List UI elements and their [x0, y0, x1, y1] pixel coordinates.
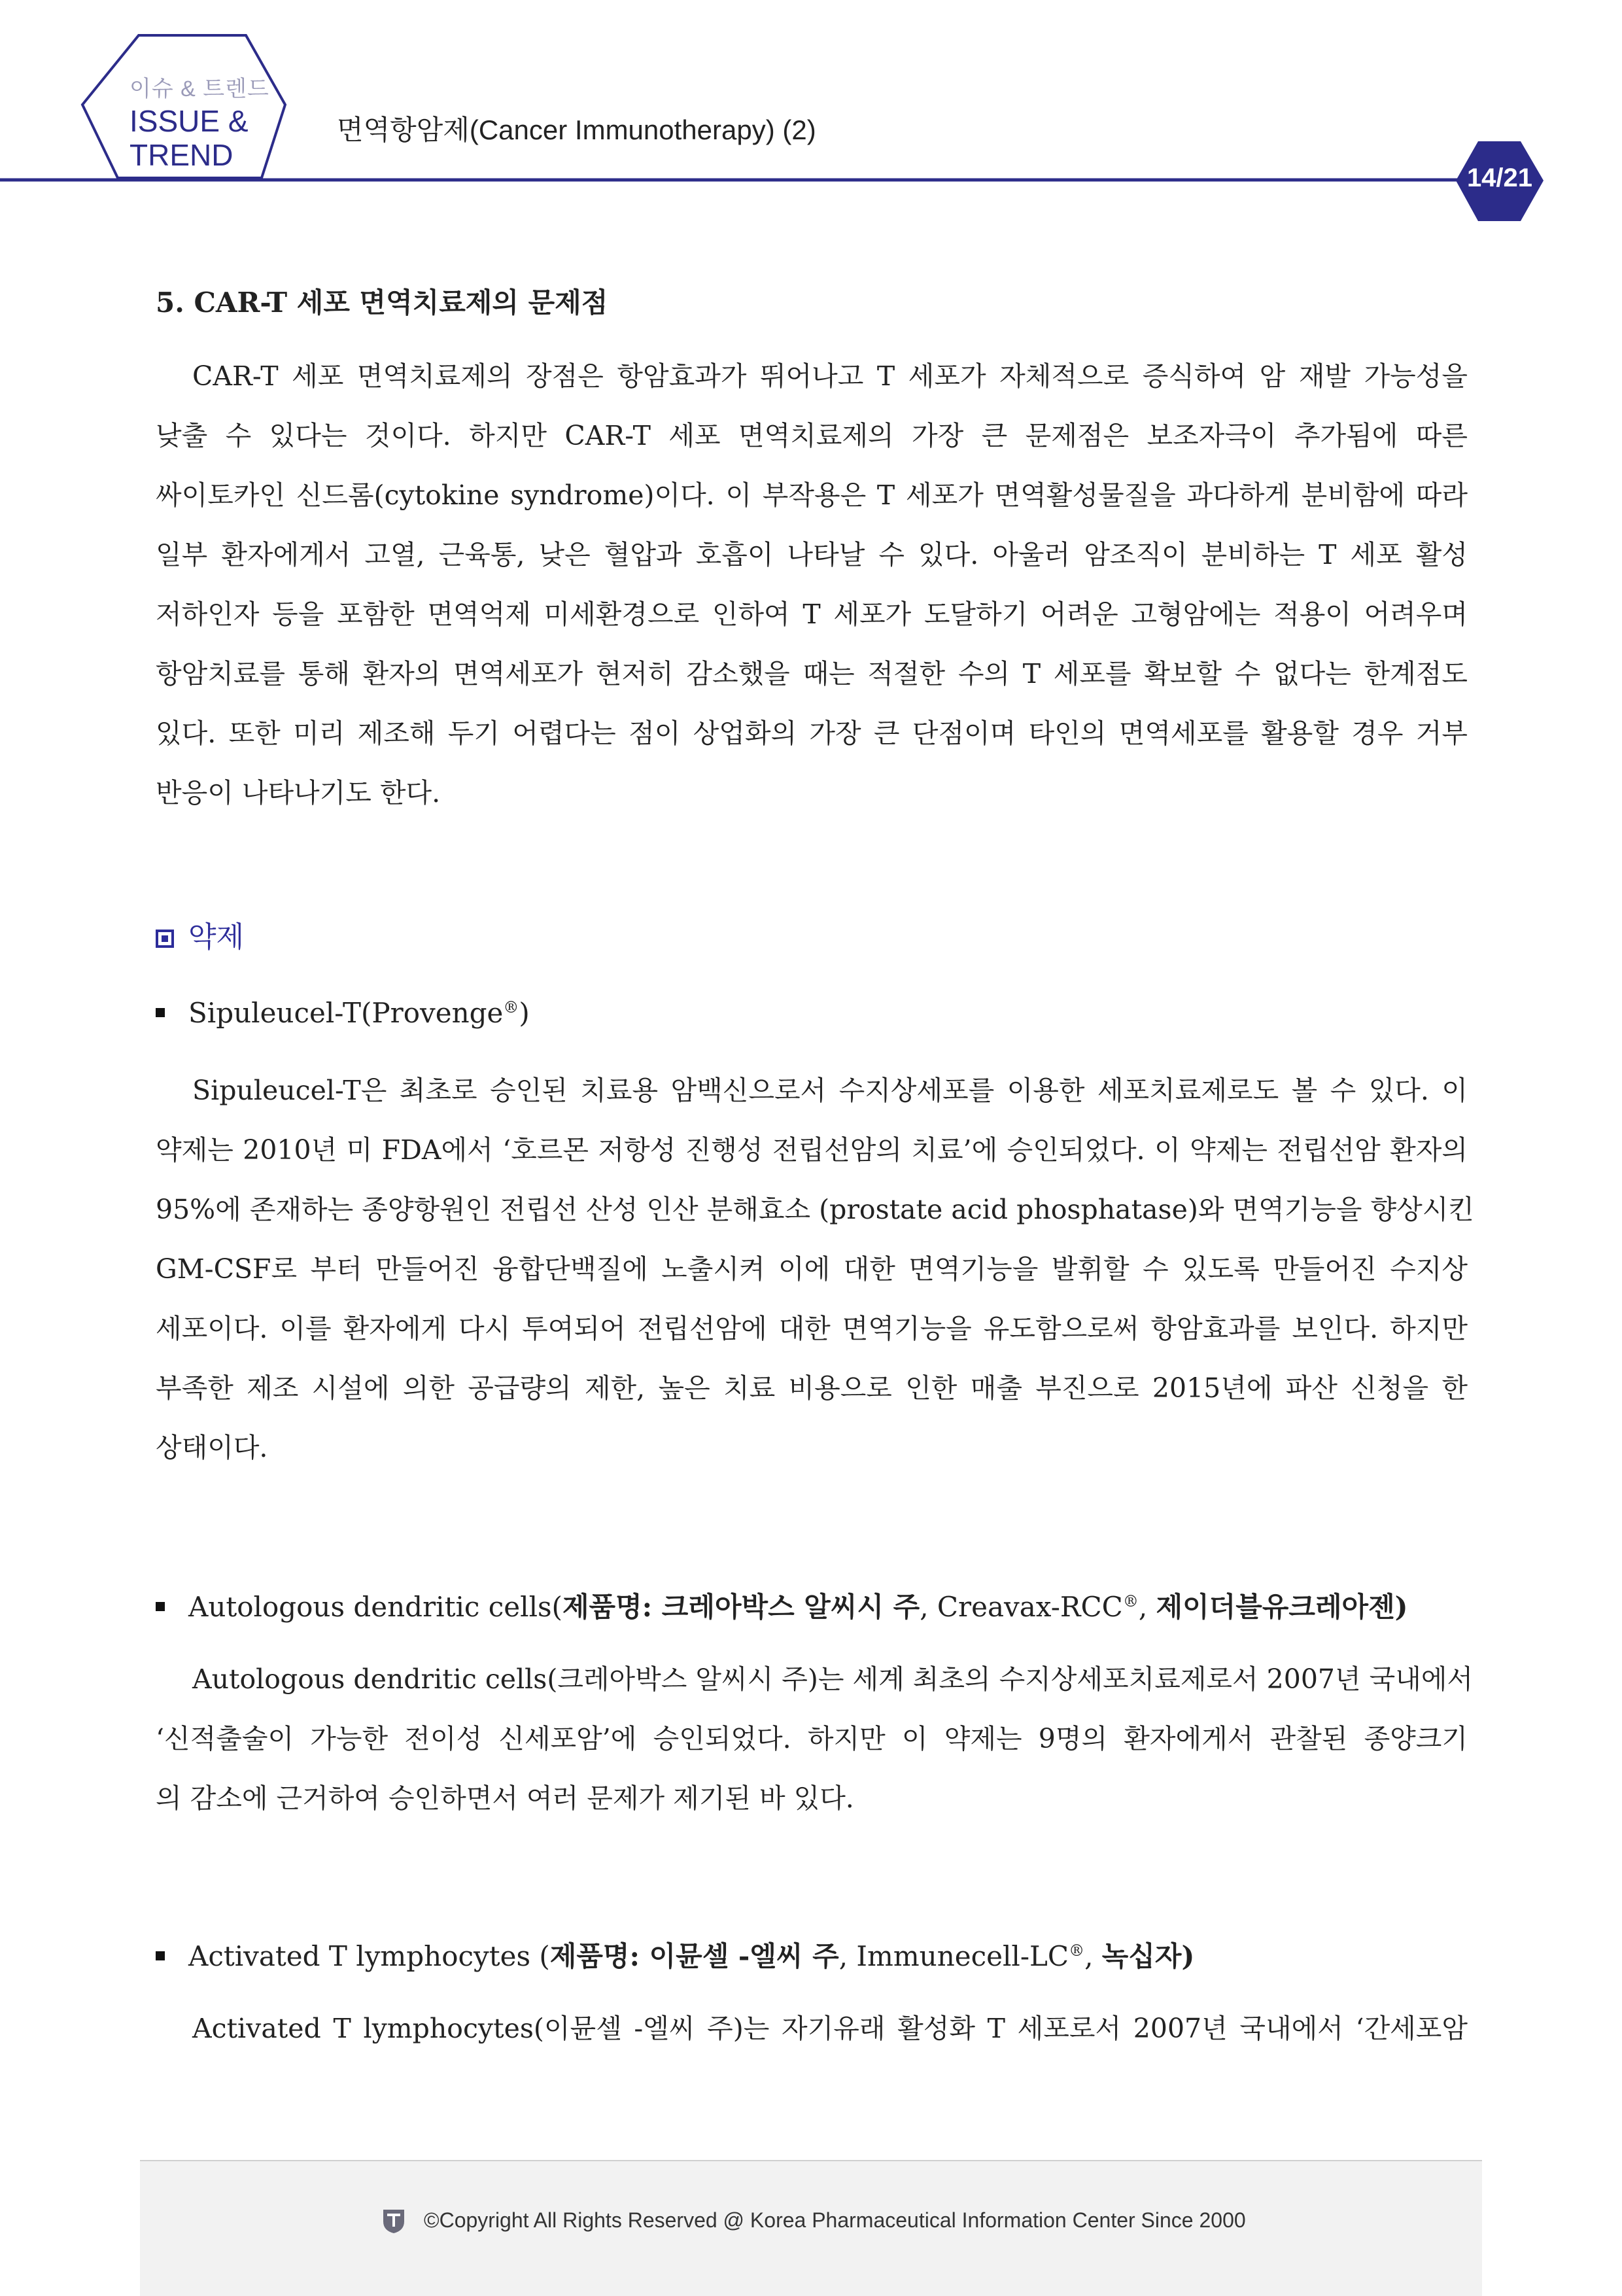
sipuleucel-title-main: Sipuleucel-T(Provenge [188, 997, 504, 1029]
activated-title-part: Activated T lymphocytes ( [188, 1940, 550, 1972]
registered-mark: ® [503, 998, 519, 1017]
sipuleucel-title-end: ) [519, 997, 530, 1029]
page-footer [140, 2160, 1482, 2296]
section-5-heading: 5. CAR-T 세포 면역치료제의 문제점 [156, 287, 608, 319]
activated-title-part: , [1084, 1940, 1102, 1972]
document-title: 면역항암제(Cancer Immunotherapy) (2) [337, 114, 816, 145]
paragraph-line: CAR-T 세포 면역치료제의 장점은 항암효과가 뛰어나고 T 세포가 자체적으로 증식하여 암 재발 가능성을 [192, 360, 1468, 392]
paragraph-line: Sipuleucel-T은 최초로 승인된 치료용 암백신으로서 수지상세포를 이용한 세포치료제로도 볼 수 있다. 이 [192, 1075, 1468, 1106]
paragraph-line: 저하인자 등을 포함한 면역억제 미세환경으로 인하여 T 세포가 도달하기 어려운 고형암에는 적용이 어려우며 [156, 599, 1468, 630]
paragraph-line: 싸이토카인 신드롬(cytokine syndrome)이다. 이 부작용은 T 세포가 면역활성물질을 과다하게 분비함에 따라 [156, 479, 1468, 511]
activated-company: 녹십자) [1101, 1940, 1195, 1972]
autologous-title-part: , Creavax-RCC [920, 1591, 1123, 1623]
paragraph-line: 반응이 나타나기도 한다. [156, 777, 441, 809]
paragraph-line: 항암치료를 통해 환자의 면역세포가 현저히 감소했을 때는 적절한 수의 T 세포를 확보할 수 없다는 한계점도 [156, 658, 1468, 689]
square-bullet-icon [156, 930, 174, 948]
paragraph-line: GM-CSF로 부터 만들어진 융합단백질에 노출시켜 이에 대한 면역기능을 발휘할 수 있도록 만들어진 수지상 [156, 1253, 1468, 1285]
paragraph-line: Autologous dendritic cells(크레아박스 알씨시 주)는 세계 최초의 수지상세포치료제로서 2007년 국내에서 [192, 1663, 1474, 1695]
drugs-section-heading [156, 913, 244, 955]
autologous-title-part: , [1138, 1591, 1156, 1623]
kpic-shield-icon [382, 2207, 406, 2235]
activated-title-part: , Immunecell-LC [838, 1940, 1069, 1972]
autologous-product-name: 제품명: 크레아박스 알씨시 주 [562, 1591, 920, 1623]
paragraph-line: 상태이다. [156, 1432, 268, 1463]
copyright-text: ©Copyright All Rights Reserved @ Korea Pharmaceutical Information Center Since 2000 [424, 2208, 1246, 2232]
registered-mark: ® [1069, 1941, 1085, 1960]
paragraph-line: 세포이다. 이를 환자에게 다시 투여되어 전립선암에 대한 면역기능을 유도함으로써 항암효과를 보인다. 하지만 [156, 1313, 1468, 1344]
activated-title [156, 1935, 1194, 1974]
paragraph-line: 있다. 또한 미리 제조해 두기 어렵다는 점이 상업화의 가장 큰 단점이며 타인의 면역세포를 활용할 경우 거부 [156, 718, 1468, 749]
registered-mark: ® [1122, 1592, 1139, 1610]
paragraph-line: 일부 환자에게서 고열, 근육통, 낮은 혈압과 호흡이 나타날 수 있다. 아울러 암조직이 분비하는 T 세포 활성 [156, 539, 1468, 570]
paragraph-line: ‘신적출술이 가능한 전이성 신세포암’에 승인되었다. 하지만 이 약제는 9명의 환자에게서 관찰된 종양크기 [156, 1723, 1468, 1754]
page-number: 14/21 [1466, 164, 1533, 192]
autologous-title [156, 1586, 1408, 1625]
page-header [0, 0, 1622, 235]
badge-korean-label: 이슈 & 트렌드 [129, 77, 269, 101]
autologous-title-part: Autologous dendritic cells( [188, 1591, 562, 1623]
paragraph-line: 낮출 수 있다는 것이다. 하지만 CAR-T 세포 면역치료제의 가장 큰 문제점은 보조자극이 추가됨에 따른 [156, 420, 1468, 451]
autologous-company: 제이더블유크레아젠) [1156, 1591, 1408, 1623]
paragraph-line: 95%에 존재하는 종양항원인 전립선 산성 인산 분해효소 (prostate acid phosphatase)와 면역기능을 향상시킨 [156, 1194, 1474, 1225]
bullet-icon [156, 1951, 165, 1960]
badge-english-line2: TREND [129, 138, 233, 172]
bullet-icon [156, 1008, 165, 1017]
bullet-icon [156, 1602, 165, 1611]
sipuleucel-title [156, 997, 530, 1029]
activated-product-name: 제품명: 이뮨셀 -엘씨 주 [549, 1940, 839, 1972]
paragraph-line: 의 감소에 근거하여 승인하면서 여러 문제가 제기된 바 있다. [156, 1783, 854, 1814]
paragraph-line: Activated T lymphocytes(이뮨셀 -엘씨 주)는 자기유래 활성화 T 세포로서 2007년 국내에서 ‘간세포암 [192, 2013, 1468, 2044]
badge-english-line1: ISSUE & [129, 104, 249, 138]
drugs-heading-label: 약제 [188, 920, 245, 954]
paragraph-line: 약제는 2010년 미 FDA에서 ‘호르몬 저항성 진행성 전립선암의 치료’에 승인되었다. 이 약제는 전립선암 환자의 [156, 1134, 1468, 1166]
paragraph-line: 부족한 제조 시설에 의한 공급량의 제한, 높은 치료 비용으로 인한 매출 부진으로 2015년에 파산 신청을 한 [156, 1372, 1468, 1404]
